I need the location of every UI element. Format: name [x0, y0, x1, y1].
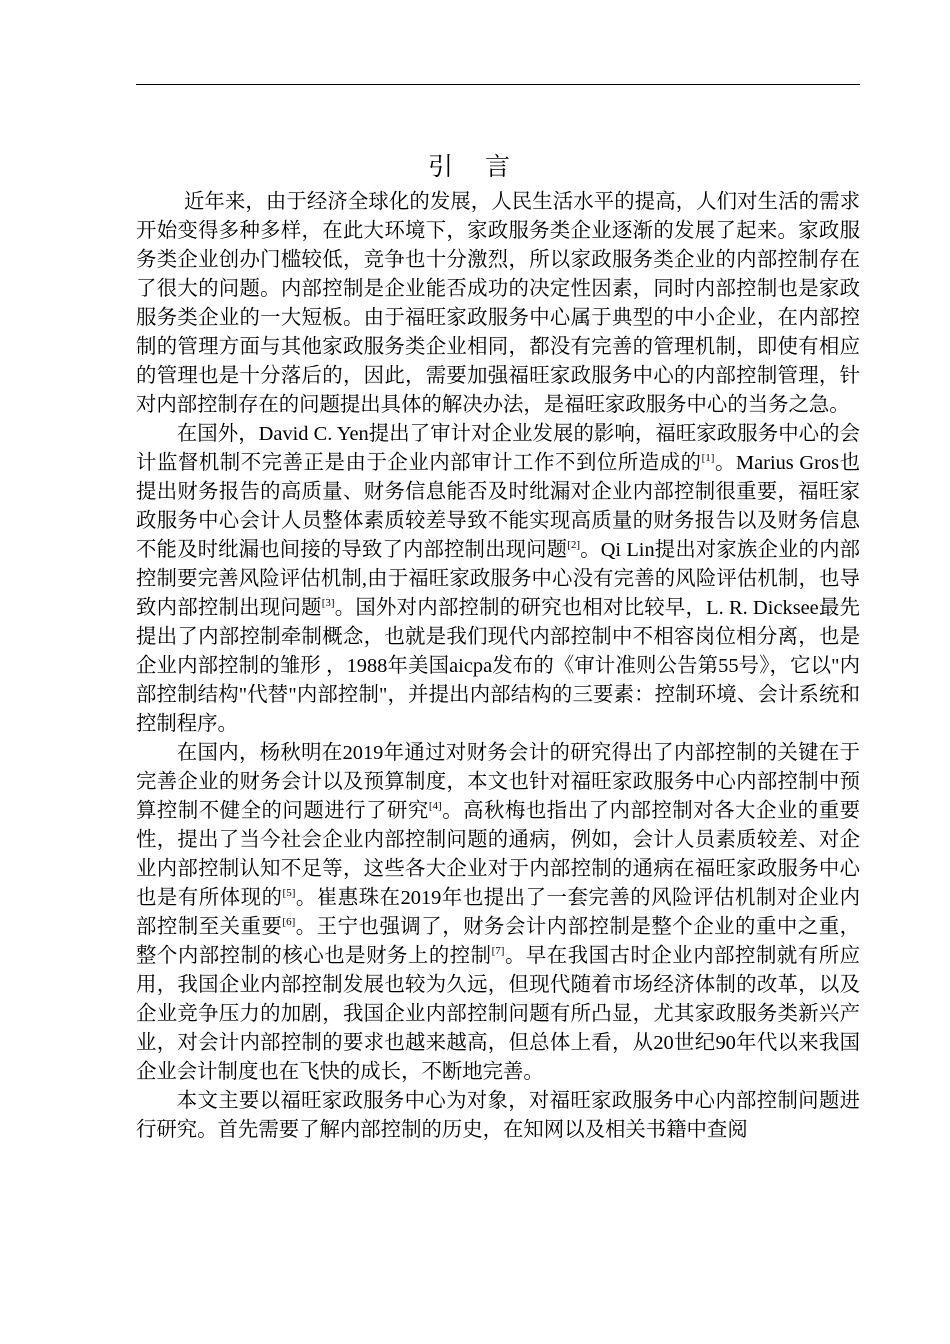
paragraph-text: 本文主要以福旺家政服务中心为对象，对福旺家政服务中心内部控制问题进行研究。首先需要了解内部控制的历史，在知网以及相关书籍中查阅 [136, 1090, 860, 1141]
paragraph-text: 。国外对内部控制的研究也相对比较早，L. R. Dicksee最先提出了内部控制牵制概念，也就是我们现代内部控制中不相容岗位相分离，也是企业内部控制的雏形 ，1988年美国aicpa发布的《审计准则公告第55号》，它以"内部控制结构"代替"内部控制"，并提出内部结构的三要素：控制环境、会计系统和控制程序。 [136, 597, 860, 735]
paragraph-text: 在国内，杨秋明在2019年通过对财务会计的研究得出了内部控制的关键在于完善企业的财务会计以及预算制度，本文也针对福旺家政服务中心内部控制中预算控制不健全的问题进行了研究 [136, 742, 860, 822]
paragraph-text: 在国外，David C. Yen提出了审计对企业发展的影响，福旺家政服务中心的会计监督机制不完善正是由于企业内部审计工作不到位所造成的 [136, 423, 860, 474]
paragraph-text: 。Qi Lin提出对家族企业的内部控制要完善风险评估机制,由于福旺家政服务中心没有完善的风险评估机制，也导致内部控制出现问题 [136, 539, 860, 619]
citation-marker: [3] [321, 597, 335, 609]
citation-marker: [7] [491, 945, 505, 957]
paragraph [136, 188, 860, 420]
citation-marker: [2] [567, 539, 581, 551]
paragraph [136, 1087, 860, 1145]
paragraph-text: 。早在我国古时企业内部控制就有所应用，我国企业内部控制发展也较为久远，但现代随着市场经济体制的改革，以及企业竞争压力的加剧，我国企业内部控制问题有所凸显，尤其家政服务类新兴产业，对会计内部控制的要求也越来越高，但总体上看，从20世纪90年代以来我国企业会计制度也在飞快的成长，不断地完善。 [136, 945, 861, 1083]
citation-marker: [5] [282, 887, 296, 899]
citation-marker: [4] [428, 800, 442, 812]
citation-marker: [1] [701, 452, 715, 464]
paragraph [136, 739, 860, 1087]
paragraph-text: 近年来，由于经济全球化的发展，人民生活水平的提高，人们对生活的需求开始变得多种多样，在此大环境下，家政服务类企业逐渐的发展了起来。家政服务类企业创办门槛较低，竞争也十分激烈，所以家政服务类企业的内部控制存在了很大的问题。内部控制是企业能否成功的决定性因素，同时内部控制也是家政服务类企业的一大短板。由于福旺家政服务中心属于典型的中小企业，在内部控制的管理方面与其他家政服务类企业相同，都没有完善的管理机制，即使有相应的管理也是十分落后的，因此，需要加强福旺家政服务中心的内部控制管理，针对内部控制存在的问题提出具体的解决办法，是福旺家政服务中心的当务之急。 [136, 191, 860, 416]
paragraph-text: 。高秋梅也指出了内部控制对各大企业的重要性，提出了当今社会企业内部控制问题的通病，例如，会计人员素质较差、对企业内部控制认知不足等，这些各大企业对于内部控制的通病在福旺家政服务中心也是有所体现的 [136, 800, 861, 909]
paragraph [136, 420, 860, 739]
section-title: 引 言 [428, 152, 522, 181]
paragraph-text: 。Marius Gros也提出财务报告的高质量、财务信息能否及时纰漏对企业内部控制很重要，福旺家政服务中心会计人员整体素质较差导致不能实现高质量的财务报告以及财务信息不能及时纰漏也间接的导致了内部控制出现问题 [136, 452, 860, 561]
header-rule [136, 84, 860, 85]
paragraph-text: 。王宁也强调了，财务会计内部控制是整个企业的重中之重，整个内部控制的核心也是财务上的控制 [136, 916, 861, 967]
citation-marker: [6] [282, 916, 296, 928]
paragraph-text: 。崔惠珠在2019年也提出了一套完善的风险评估机制对企业内部控制至关重要 [136, 887, 860, 938]
document-body [136, 188, 860, 1145]
